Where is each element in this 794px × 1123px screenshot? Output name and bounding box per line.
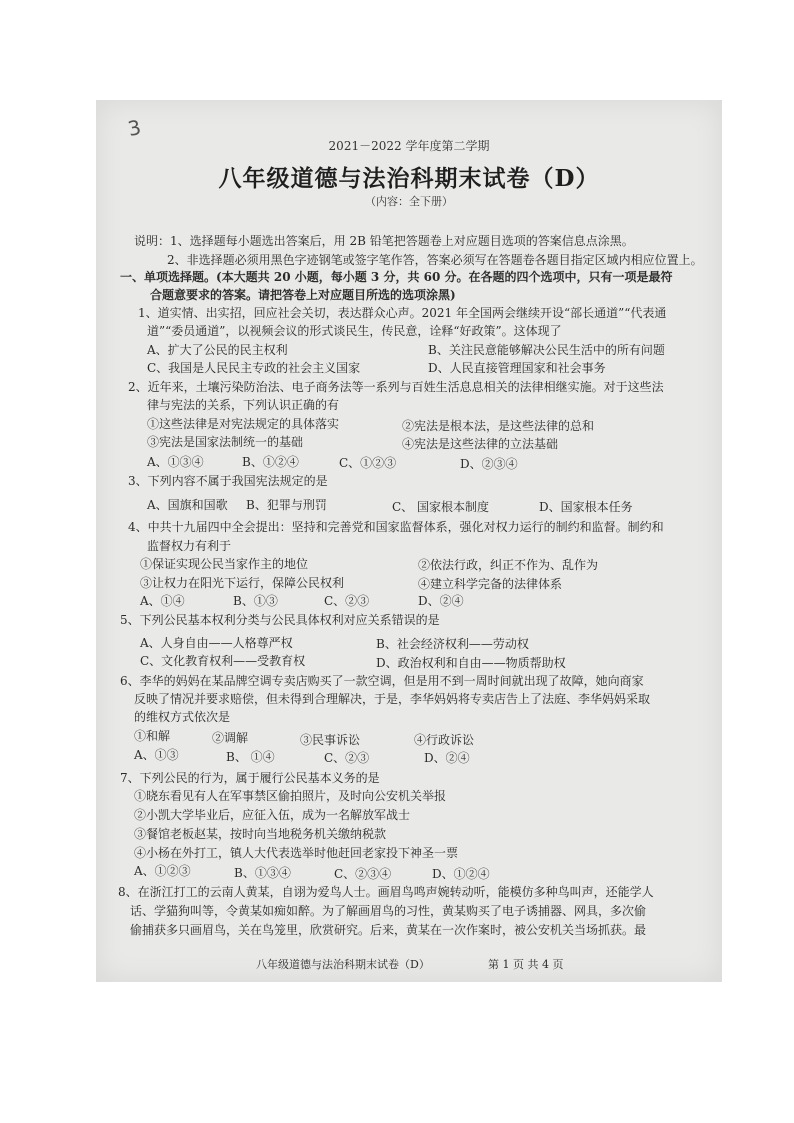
q8-stem-cont-2: 偷捕获多只画眉鸟，关在鸟笼里，欣赏研究。后来，黄某在一次作案时，被公安机关当场抓获。最 <box>130 923 647 937</box>
q4-statement-3: ③让权力在阳光下运行，保障公民权利 <box>140 576 345 590</box>
q1-option-b: B、关注民意能够解决公民生活中的所有问题 <box>428 343 665 357</box>
q3-option-b: B、犯罪与刑罚 <box>246 498 327 512</box>
q7-option-c: C、②③④ <box>334 867 392 881</box>
q6-statement-1: ①和解 <box>134 729 171 743</box>
instruction-2: 2、非选择题必须用黑色字迹钢笔或签字笔作答，答案必须写在答题卷各题目指定区域内相应位置上。 <box>167 253 703 267</box>
q6-stem-cont-2: 的维权方式依次是 <box>134 710 231 724</box>
q6-option-b: B、 ①④ <box>226 750 275 764</box>
q2-statement-4: ④宪法是这些法律的立法基础 <box>402 437 559 451</box>
exam-year: 2021－2022 学年度第二学期 <box>328 139 490 153</box>
q4-statement-4: ④建立科学完备的法律体系 <box>418 577 563 591</box>
q7-option-a: A、①②③ <box>134 864 191 878</box>
exam-title: 八年级道德与法治科期末试卷（D） <box>218 165 600 192</box>
q3-option-d: D、国家根本任务 <box>539 500 633 514</box>
q4-statement-1: ①保证实现公民当家作主的地位 <box>140 557 309 571</box>
q6-option-a: A、①③ <box>134 748 179 762</box>
q6-option-c: C、②③ <box>324 751 370 765</box>
q7-statement-3: ③餐馆老板赵某，按时向当地税务机关缴纳税款 <box>134 827 387 841</box>
q6-statement-2: ②调解 <box>212 731 249 745</box>
q2-statement-3: ③宪法是国家法制统一的基础 <box>147 435 304 449</box>
q6-statement-3: ③民事诉讼 <box>300 733 361 747</box>
q1-stem-cont: 道”“委员通道”，以视频会议的形式谈民生，传民意，诠释“好政策”。这体现了 <box>147 324 562 338</box>
section-one-heading: 一、单项选择题。(本大题共 20 小题，每小题 3 分，共 60 分。在各题的四个选项中，只有一项是最符 <box>120 270 673 284</box>
q6-statement-4: ④行政诉讼 <box>414 733 475 747</box>
q7-stem: 7、下列公民的行为，属于履行公民基本义务的是 <box>120 771 380 785</box>
instruction-1: 说明：1、选择题每小题选出答案后，用 2B 铅笔把答题卷上对应题目选项的答案信息点涂黑。 <box>134 234 634 248</box>
q8-stem: 8、在浙江打工的云南人黄某，自诩为爱鸟人士。画眉鸟鸣声婉转动听，能模仿多种鸟叫声，还能学人 <box>118 885 654 899</box>
q8-stem-cont-1: 话、学猫狗叫等，令黄某如痴如醉。为了解画眉鸟的习性，黄某购买了电子诱捕器、网具，多次偷 <box>130 904 647 918</box>
q1-option-c: C、我国是人民民主专政的社会主义国家 <box>147 361 361 375</box>
q2-option-c: C、①②③ <box>339 456 397 470</box>
q7-option-d: D、①②④ <box>432 867 490 881</box>
handwritten-mark: 3 <box>125 114 144 142</box>
q4-option-c: C、②③ <box>324 594 370 608</box>
q4-option-a: A、①④ <box>140 594 185 608</box>
q5-option-c: C、文化教育权利——受教育权 <box>140 654 306 668</box>
q3-option-a: A、国旗和国歌 <box>147 498 228 512</box>
q1-option-d: D、人民直接管理国家和社会事务 <box>428 361 606 375</box>
q3-option-c: C、 国家根本制度 <box>392 500 489 514</box>
q5-option-a: A、人身自由——人格尊严权 <box>140 636 293 650</box>
q1-option-a: A、扩大了公民的民主权利 <box>147 343 288 357</box>
footer-page-number: 第 1 页 共 4 页 <box>488 958 564 971</box>
section-one-heading-cont: 合题意要求的答案。请把答卷上对应题目所选的选项涂黑) <box>150 288 456 302</box>
q4-statement-2: ②依法行政，纠正不作为、乱作为 <box>418 558 599 572</box>
q3-stem: 3、下列内容不属于我国宪法规定的是 <box>128 474 328 488</box>
q6-stem-cont-1: 反映了情况并要求赔偿，但未得到合理解决，于是，李华妈妈将专卖店告上了法庭、李华妈妈采取 <box>134 692 651 706</box>
q1-stem: 1、道实情、出实招，回应社会关切，表达群众心声。2021 年全国两会继续开设“部长通道”“代表通 <box>138 306 667 320</box>
q4-option-b: B、①③ <box>233 594 278 608</box>
q4-option-d: D、②④ <box>418 594 464 608</box>
exam-paper <box>96 100 722 982</box>
q2-stem: 2、近年来，土壤污染防治法、电子商务法等一系列与百姓生活息息相关的法律相继实施。对于这些法 <box>128 380 664 394</box>
q6-stem: 6、李华的妈妈在某品牌空调专卖店购买了一款空调，但是用不到一周时间就出现了故障，她向商家 <box>120 674 644 688</box>
footer-title: 八年级道德与法治科期末试卷（D） <box>256 958 430 971</box>
q2-statement-2: ②宪法是根本法，是这些法律的总和 <box>402 419 595 433</box>
q4-stem: 4、中共十九届四中全会提出：坚持和完善党和国家监督体系，强化对权力运行的制约和监督。制约和 <box>128 520 664 534</box>
q7-option-b: B、①③④ <box>234 866 291 880</box>
q7-statement-2: ②小凯大学毕业后，应征入伍，成为一名解放军战士 <box>134 808 411 822</box>
q2-statement-1: ①这些法律是对宪法规定的具体落实 <box>147 417 340 431</box>
q7-statement-4: ④小杨在外打工，镇人大代表选举时他赶回老家投下神圣一票 <box>134 846 459 860</box>
q2-option-d: D、②③④ <box>460 457 518 471</box>
q5-option-d: D、政治权利和自由——物质帮助权 <box>376 656 566 670</box>
q2-stem-cont: 律与宪法的关系，下列认识正确的有 <box>147 398 340 412</box>
q2-option-b: B、①②④ <box>242 455 299 469</box>
q6-option-d: D、②④ <box>424 751 470 765</box>
exam-subtitle: （内容：全下册） <box>365 195 453 208</box>
q5-option-b: B、社会经济权利——劳动权 <box>376 637 529 651</box>
q7-statement-1: ①晓东看见有人在军事禁区偷拍照片，及时向公安机关举报 <box>134 789 447 803</box>
q5-stem: 5、下列公民基本权利分类与公民具体权利对应关系错误的是 <box>120 613 440 627</box>
q4-stem-cont: 监督权力有利于 <box>147 539 232 553</box>
q2-option-a: A、①③④ <box>147 455 204 469</box>
